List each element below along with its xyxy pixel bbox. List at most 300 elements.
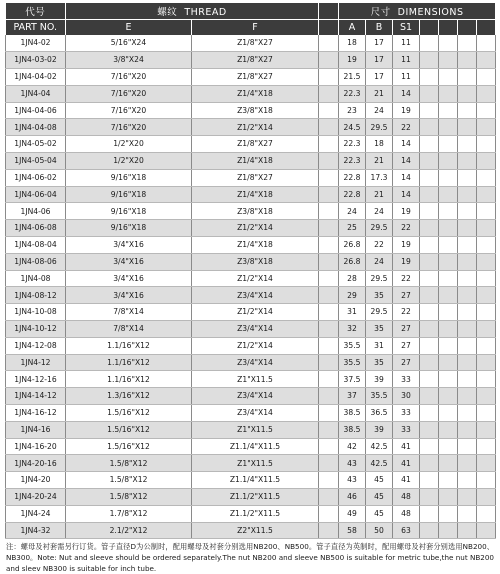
cell-empty xyxy=(420,186,439,203)
cell-empty xyxy=(439,388,458,405)
cell-thread-e: 1.5/8"X12 xyxy=(66,489,192,506)
cell-thread-e: 7/8"X14 xyxy=(66,321,192,338)
cell-thread-e: 7/8"X14 xyxy=(66,304,192,321)
cell-part-no: 1JN4-08-04 xyxy=(6,237,66,254)
cell-dim-s1: 14 xyxy=(393,169,420,186)
cell-empty xyxy=(420,472,439,489)
cell-dim-a: 25 xyxy=(339,220,366,237)
cell-empty xyxy=(420,354,439,371)
cell-part-no: 1JN4-16 xyxy=(6,421,66,438)
cell-part-no: 1JN4-06-04 xyxy=(6,186,66,203)
cell-thread-e: 2.1/2"X12 xyxy=(66,522,192,539)
cell-dim-s1: 19 xyxy=(393,203,420,220)
cell-blank xyxy=(319,237,339,254)
cell-thread-f: Z1/4"X18 xyxy=(192,85,319,102)
cell-empty xyxy=(420,337,439,354)
cell-empty xyxy=(439,186,458,203)
cell-dim-b: 45 xyxy=(366,489,393,506)
cell-thread-e: 1.5/8"X12 xyxy=(66,472,192,489)
header-code-en: PART NO. xyxy=(6,20,66,36)
header-blank-2 xyxy=(319,20,339,36)
cell-blank xyxy=(319,85,339,102)
cell-blank xyxy=(319,136,339,153)
cell-empty xyxy=(477,354,496,371)
cell-empty xyxy=(439,52,458,69)
header-blank xyxy=(319,3,339,20)
cell-dim-a: 23 xyxy=(339,102,366,119)
cell-dim-s1: 27 xyxy=(393,321,420,338)
cell-empty xyxy=(458,304,477,321)
header-extra-4 xyxy=(477,20,496,36)
cell-part-no: 1JN4-16-20 xyxy=(6,438,66,455)
cell-empty xyxy=(439,371,458,388)
cell-empty xyxy=(477,489,496,506)
cell-empty xyxy=(458,136,477,153)
cell-thread-f: Z3/8"X18 xyxy=(192,253,319,270)
cell-empty xyxy=(439,505,458,522)
cell-dim-s1: 22 xyxy=(393,119,420,136)
cell-dim-b: 18 xyxy=(366,136,393,153)
cell-thread-e: 7/16"X20 xyxy=(66,69,192,86)
cell-dim-a: 35.5 xyxy=(339,337,366,354)
cell-empty xyxy=(477,102,496,119)
header-col-e: E xyxy=(66,20,192,36)
cell-empty xyxy=(477,253,496,270)
cell-empty xyxy=(458,287,477,304)
cell-dim-b: 50 xyxy=(366,522,393,539)
cell-dim-b: 39 xyxy=(366,421,393,438)
cell-part-no: 1JN4-06-02 xyxy=(6,169,66,186)
table-row xyxy=(6,438,496,455)
cell-part-no: 1JN4-04-02 xyxy=(6,69,66,86)
cell-empty xyxy=(477,119,496,136)
cell-dim-b: 29.5 xyxy=(366,270,393,287)
cell-thread-e: 1/2"X20 xyxy=(66,136,192,153)
cell-part-no: 1JN4-06 xyxy=(6,203,66,220)
cell-blank xyxy=(319,354,339,371)
table-row xyxy=(6,253,496,270)
cell-empty xyxy=(420,35,439,52)
header-thread-en: THREAD xyxy=(184,7,227,18)
cell-blank xyxy=(319,186,339,203)
cell-empty xyxy=(458,522,477,539)
cell-blank xyxy=(319,220,339,237)
cell-empty xyxy=(439,220,458,237)
cell-thread-e: 3/4"X16 xyxy=(66,270,192,287)
cell-empty xyxy=(420,455,439,472)
cell-empty xyxy=(477,186,496,203)
cell-thread-e: 1/2"X20 xyxy=(66,153,192,170)
cell-dim-b: 29.5 xyxy=(366,304,393,321)
cell-blank xyxy=(319,203,339,220)
cell-empty xyxy=(458,237,477,254)
cell-part-no: 1JN4-20-24 xyxy=(6,489,66,506)
cell-part-no: 1JN4-16-12 xyxy=(6,405,66,422)
table-row xyxy=(6,337,496,354)
cell-empty xyxy=(439,337,458,354)
cell-empty xyxy=(420,169,439,186)
cell-empty xyxy=(458,371,477,388)
cell-dim-b: 35.5 xyxy=(366,388,393,405)
spec-sheet xyxy=(5,3,495,574)
header-extra-2 xyxy=(439,20,458,36)
cell-dim-s1: 19 xyxy=(393,102,420,119)
cell-empty xyxy=(458,405,477,422)
cell-empty xyxy=(420,153,439,170)
cell-empty xyxy=(458,119,477,136)
cell-empty xyxy=(420,52,439,69)
cell-blank xyxy=(319,405,339,422)
cell-empty xyxy=(477,153,496,170)
cell-thread-f: Z3/4"X14 xyxy=(192,321,319,338)
cell-blank xyxy=(319,287,339,304)
cell-thread-e: 1.5/16"X12 xyxy=(66,438,192,455)
cell-blank xyxy=(319,421,339,438)
cell-dim-s1: 14 xyxy=(393,136,420,153)
table-row xyxy=(6,52,496,69)
cell-blank xyxy=(319,52,339,69)
cell-part-no: 1JN4-04 xyxy=(6,85,66,102)
cell-empty xyxy=(477,505,496,522)
cell-part-no: 1JN4-20 xyxy=(6,472,66,489)
cell-empty xyxy=(477,472,496,489)
cell-empty xyxy=(458,354,477,371)
cell-empty xyxy=(439,253,458,270)
cell-blank xyxy=(319,321,339,338)
header-dimensions xyxy=(339,3,496,20)
cell-part-no: 1JN4-08-06 xyxy=(6,253,66,270)
cell-empty xyxy=(420,321,439,338)
cell-dim-a: 26.8 xyxy=(339,253,366,270)
table-row xyxy=(6,489,496,506)
cell-dim-s1: 22 xyxy=(393,304,420,321)
cell-empty xyxy=(420,102,439,119)
table-row xyxy=(6,169,496,186)
table-body xyxy=(6,35,496,539)
cell-thread-f: Z3/4"X14 xyxy=(192,287,319,304)
cell-thread-f: Z1"X11.5 xyxy=(192,455,319,472)
table-row xyxy=(6,321,496,338)
cell-empty xyxy=(439,169,458,186)
cell-empty xyxy=(420,136,439,153)
cell-thread-e: 1.7/8"X12 xyxy=(66,505,192,522)
cell-thread-e: 1.5/16"X12 xyxy=(66,405,192,422)
cell-dim-b: 24 xyxy=(366,102,393,119)
header-col-a: A xyxy=(339,20,366,36)
cell-blank xyxy=(319,489,339,506)
cell-dim-s1: 33 xyxy=(393,405,420,422)
cell-part-no: 1JN4-20-16 xyxy=(6,455,66,472)
cell-empty xyxy=(420,388,439,405)
cell-part-no: 1JN4-12 xyxy=(6,354,66,371)
cell-part-no: 1JN4-03-02 xyxy=(6,52,66,69)
cell-empty xyxy=(458,203,477,220)
cell-empty xyxy=(420,489,439,506)
cell-part-no: 1JN4-06-08 xyxy=(6,220,66,237)
cell-dim-b: 45 xyxy=(366,505,393,522)
cell-thread-e: 1.1/16"X12 xyxy=(66,354,192,371)
table-row xyxy=(6,304,496,321)
cell-empty xyxy=(420,522,439,539)
cell-empty xyxy=(458,489,477,506)
cell-thread-f: Z1/2"X14 xyxy=(192,337,319,354)
table-row xyxy=(6,136,496,153)
cell-blank xyxy=(319,153,339,170)
cell-dim-s1: 33 xyxy=(393,421,420,438)
cell-empty xyxy=(420,421,439,438)
cell-thread-f: Z1/8"X27 xyxy=(192,35,319,52)
cell-empty xyxy=(420,237,439,254)
cell-empty xyxy=(439,119,458,136)
cell-empty xyxy=(458,321,477,338)
cell-empty xyxy=(439,304,458,321)
cell-blank xyxy=(319,304,339,321)
cell-blank xyxy=(319,119,339,136)
cell-thread-f: Z2"X11.5 xyxy=(192,522,319,539)
cell-blank xyxy=(319,253,339,270)
cell-dim-b: 21 xyxy=(366,85,393,102)
cell-dim-s1: 27 xyxy=(393,337,420,354)
cell-dim-b: 35 xyxy=(366,287,393,304)
cell-dim-s1: 14 xyxy=(393,186,420,203)
cell-dim-a: 26.8 xyxy=(339,237,366,254)
cell-empty xyxy=(420,270,439,287)
header-dim-cn: 尺寸 xyxy=(370,7,391,18)
cell-blank xyxy=(319,337,339,354)
cell-empty xyxy=(439,102,458,119)
cell-empty xyxy=(477,388,496,405)
cell-dim-s1: 22 xyxy=(393,220,420,237)
header-thread-cn: 螺纹 xyxy=(157,7,178,18)
cell-dim-b: 36.5 xyxy=(366,405,393,422)
cell-empty xyxy=(420,371,439,388)
cell-empty xyxy=(458,169,477,186)
cell-dim-s1: 22 xyxy=(393,270,420,287)
header-thread xyxy=(66,3,319,20)
cell-thread-f: Z1.1/4"X11.5 xyxy=(192,438,319,455)
cell-empty xyxy=(420,438,439,455)
cell-thread-e: 7/16"X20 xyxy=(66,119,192,136)
cell-empty xyxy=(439,472,458,489)
cell-empty xyxy=(458,438,477,455)
cell-empty xyxy=(477,371,496,388)
cell-empty xyxy=(477,237,496,254)
cell-dim-b: 22 xyxy=(366,237,393,254)
cell-dim-s1: 27 xyxy=(393,287,420,304)
cell-empty xyxy=(477,405,496,422)
footnote: 注：螺母及衬套需另行订货。管子直径D为公制时，配用螺母及衬套分别选用NB200、NB500。管子直径为英制时，配用螺母及衬套分别选用NB200、NB300。Note: Nut and sleeve should be ordered separately.The nut NB200 and sleeve NB500 is suitable for metric tube,the nut NB200 and sleev NB300 is suitable for inch tube. xyxy=(6,542,494,574)
cell-empty xyxy=(477,169,496,186)
cell-thread-e: 5/16"X24 xyxy=(66,35,192,52)
table-row xyxy=(6,186,496,203)
cell-dim-a: 35.5 xyxy=(339,354,366,371)
cell-empty xyxy=(477,421,496,438)
cell-thread-f: Z3/4"X14 xyxy=(192,405,319,422)
cell-part-no: 1JN4-04-06 xyxy=(6,102,66,119)
cell-empty xyxy=(477,321,496,338)
cell-empty xyxy=(439,455,458,472)
cell-part-no: 1JN4-12-08 xyxy=(6,337,66,354)
cell-dim-a: 19 xyxy=(339,52,366,69)
cell-thread-f: Z3/8"X18 xyxy=(192,102,319,119)
cell-dim-a: 28 xyxy=(339,270,366,287)
cell-thread-e: 9/16"X18 xyxy=(66,186,192,203)
cell-part-no: 1JN4-10-08 xyxy=(6,304,66,321)
cell-dim-b: 29.5 xyxy=(366,220,393,237)
cell-dim-s1: 48 xyxy=(393,505,420,522)
cell-thread-e: 9/16"X18 xyxy=(66,203,192,220)
cell-empty xyxy=(458,388,477,405)
cell-empty xyxy=(439,438,458,455)
cell-dim-a: 38.5 xyxy=(339,405,366,422)
cell-empty xyxy=(477,85,496,102)
cell-blank xyxy=(319,472,339,489)
header-extra-3 xyxy=(458,20,477,36)
cell-empty xyxy=(477,220,496,237)
cell-empty xyxy=(458,52,477,69)
cell-part-no: 1JN4-05-02 xyxy=(6,136,66,153)
thread-dimensions-table xyxy=(5,3,496,539)
cell-thread-f: Z1/4"X18 xyxy=(192,186,319,203)
table-row xyxy=(6,388,496,405)
cell-thread-f: Z1/2"X14 xyxy=(192,304,319,321)
cell-empty xyxy=(458,270,477,287)
cell-dim-a: 37.5 xyxy=(339,371,366,388)
table-row xyxy=(6,287,496,304)
cell-empty xyxy=(477,136,496,153)
cell-dim-s1: 41 xyxy=(393,455,420,472)
cell-dim-b: 29.5 xyxy=(366,119,393,136)
table-header xyxy=(6,3,496,35)
cell-dim-a: 22.8 xyxy=(339,186,366,203)
cell-dim-a: 43 xyxy=(339,472,366,489)
cell-dim-b: 21 xyxy=(366,186,393,203)
table-row xyxy=(6,371,496,388)
cell-dim-a: 24 xyxy=(339,203,366,220)
cell-dim-s1: 11 xyxy=(393,69,420,86)
cell-empty xyxy=(458,186,477,203)
cell-dim-a: 22.3 xyxy=(339,136,366,153)
cell-thread-f: Z1"X11.5 xyxy=(192,371,319,388)
cell-thread-f: Z1/8"X27 xyxy=(192,169,319,186)
cell-blank xyxy=(319,69,339,86)
cell-thread-f: Z1/2"X14 xyxy=(192,220,319,237)
cell-thread-e: 1.5/8"X12 xyxy=(66,455,192,472)
cell-dim-s1: 33 xyxy=(393,371,420,388)
header-col-b: B xyxy=(366,20,393,36)
cell-empty xyxy=(439,153,458,170)
cell-empty xyxy=(420,203,439,220)
cell-empty xyxy=(439,287,458,304)
cell-dim-a: 38.5 xyxy=(339,421,366,438)
table-row xyxy=(6,421,496,438)
cell-empty xyxy=(458,472,477,489)
cell-empty xyxy=(458,253,477,270)
cell-empty xyxy=(420,287,439,304)
header-col-f: F xyxy=(192,20,319,36)
cell-dim-b: 45 xyxy=(366,472,393,489)
table-row xyxy=(6,405,496,422)
cell-part-no: 1JN4-14-12 xyxy=(6,388,66,405)
cell-thread-e: 1.1/16"X12 xyxy=(66,371,192,388)
cell-thread-f: Z1/8"X27 xyxy=(192,69,319,86)
cell-empty xyxy=(458,505,477,522)
cell-empty xyxy=(477,203,496,220)
cell-dim-s1: 30 xyxy=(393,388,420,405)
cell-empty xyxy=(439,405,458,422)
cell-part-no: 1JN4-12-16 xyxy=(6,371,66,388)
cell-part-no: 1JN4-32 xyxy=(6,522,66,539)
cell-empty xyxy=(439,136,458,153)
table-row xyxy=(6,35,496,52)
cell-dim-s1: 19 xyxy=(393,237,420,254)
cell-dim-s1: 41 xyxy=(393,438,420,455)
cell-empty xyxy=(477,455,496,472)
cell-dim-a: 32 xyxy=(339,321,366,338)
cell-blank xyxy=(319,388,339,405)
cell-dim-a: 18 xyxy=(339,35,366,52)
cell-empty xyxy=(439,421,458,438)
cell-empty xyxy=(439,203,458,220)
cell-part-no: 1JN4-24 xyxy=(6,505,66,522)
cell-part-no: 1JN4-10-12 xyxy=(6,321,66,338)
cell-thread-f: Z1/8"X27 xyxy=(192,52,319,69)
cell-thread-e: 1.5/16"X12 xyxy=(66,421,192,438)
table-row xyxy=(6,69,496,86)
table-row xyxy=(6,119,496,136)
cell-dim-b: 17 xyxy=(366,35,393,52)
table-row xyxy=(6,203,496,220)
cell-empty xyxy=(420,253,439,270)
cell-part-no: 1JN4-04-08 xyxy=(6,119,66,136)
cell-dim-b: 35 xyxy=(366,354,393,371)
cell-blank xyxy=(319,438,339,455)
cell-part-no: 1JN4-05-04 xyxy=(6,153,66,170)
cell-thread-e: 7/16"X20 xyxy=(66,85,192,102)
cell-empty xyxy=(458,153,477,170)
cell-dim-s1: 14 xyxy=(393,85,420,102)
cell-dim-a: 42 xyxy=(339,438,366,455)
cell-dim-a: 24.5 xyxy=(339,119,366,136)
cell-thread-e: 1.1/16"X12 xyxy=(66,337,192,354)
table-row xyxy=(6,102,496,119)
table-row xyxy=(6,270,496,287)
cell-thread-e: 1.3/16"X12 xyxy=(66,388,192,405)
cell-dim-a: 29 xyxy=(339,287,366,304)
cell-empty xyxy=(420,304,439,321)
table-row xyxy=(6,472,496,489)
cell-empty xyxy=(439,522,458,539)
cell-dim-b: 24 xyxy=(366,253,393,270)
header-extra-1 xyxy=(420,20,439,36)
table-row xyxy=(6,220,496,237)
cell-empty xyxy=(439,35,458,52)
cell-empty xyxy=(477,69,496,86)
cell-dim-b: 24 xyxy=(366,203,393,220)
cell-dim-b: 17 xyxy=(366,69,393,86)
cell-dim-b: 35 xyxy=(366,321,393,338)
cell-empty xyxy=(439,321,458,338)
cell-dim-a: 22.8 xyxy=(339,169,366,186)
table-row xyxy=(6,505,496,522)
cell-empty xyxy=(420,505,439,522)
cell-dim-b: 39 xyxy=(366,371,393,388)
cell-blank xyxy=(319,522,339,539)
cell-empty xyxy=(420,220,439,237)
cell-thread-f: Z1/2"X14 xyxy=(192,270,319,287)
cell-thread-f: Z3/4"X14 xyxy=(192,388,319,405)
cell-thread-e: 9/16"X18 xyxy=(66,220,192,237)
